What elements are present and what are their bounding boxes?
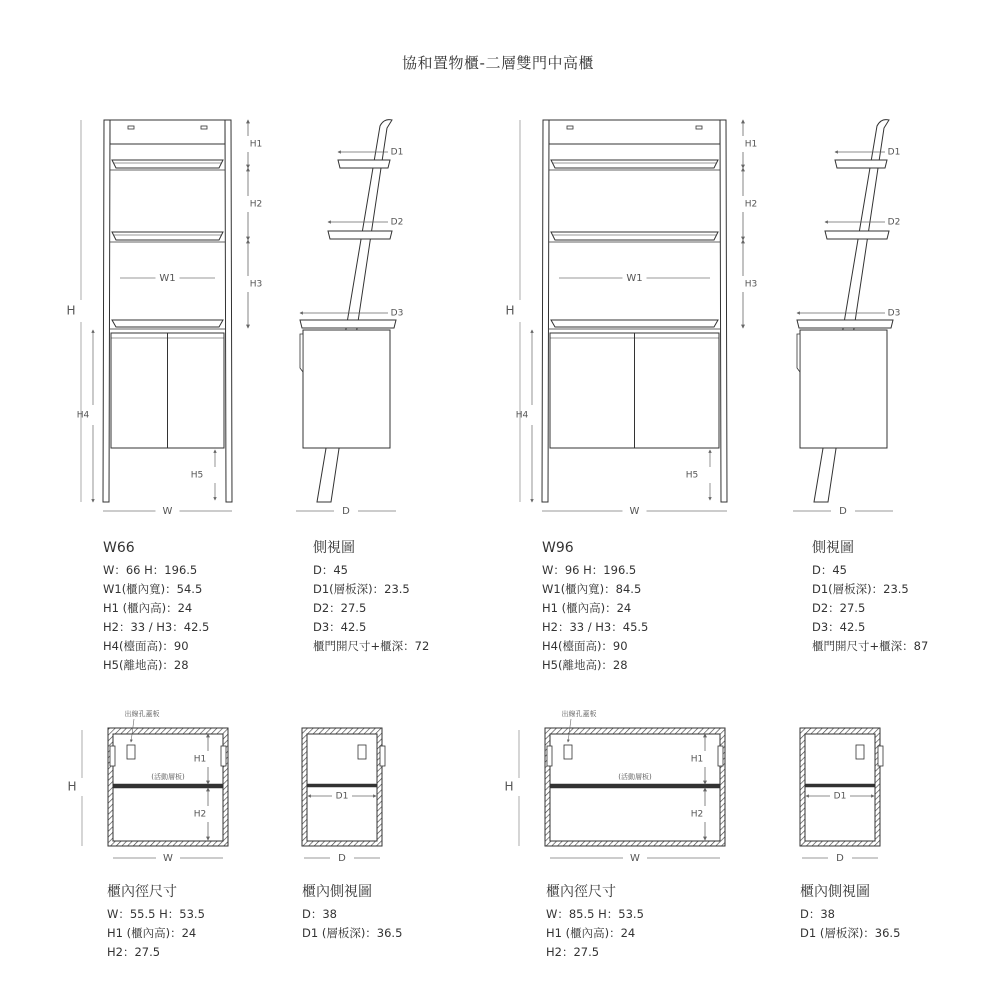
h4-dim-label: H4 <box>76 410 90 421</box>
w-dim-label: W <box>629 506 640 517</box>
door-edge <box>300 334 303 372</box>
front-specs-w96 <box>542 537 648 675</box>
page-title: 協和置物櫃-二層雙門中高櫃 <box>402 54 594 72</box>
spec-line: H1 (櫃內高)：24 <box>103 601 193 615</box>
spec-line: H1 (櫃內高)：24 <box>546 926 636 940</box>
w-dim-label: W <box>162 506 173 517</box>
cable-cover-label: 出線孔蓋板 <box>124 710 160 718</box>
spec-line: 櫃門開尺寸+櫃深：72 <box>313 639 430 653</box>
spec-line: H2：27.5 <box>107 945 161 959</box>
h1-dim-label: H1 <box>249 139 263 150</box>
inner-h2-dim-label: H2 <box>193 809 207 820</box>
left-side-panel <box>103 120 110 502</box>
spec-line: D1 (層板深)：36.5 <box>302 926 403 940</box>
hinge <box>110 746 115 766</box>
side-shelf-d2 <box>328 231 392 239</box>
spec-line: D：45 <box>313 563 348 577</box>
inner-h1-dim-label: H1 <box>690 754 704 765</box>
movable-shelf <box>113 784 223 788</box>
cable-cover-icon <box>358 745 366 759</box>
movable-shelf <box>550 784 720 788</box>
inner-d1-dim-label: D1 <box>335 791 349 802</box>
inner-side-specs-w66 <box>302 881 402 943</box>
spec-line: 櫃門開尺寸+櫃深：87 <box>812 639 929 653</box>
h5-dim-label: H5 <box>685 470 699 481</box>
hinge <box>380 746 385 766</box>
model-name: W96 <box>542 540 574 556</box>
spec-line: D：45 <box>812 563 847 577</box>
cable-hole <box>567 126 573 129</box>
spec-line: D2：27.5 <box>313 601 367 615</box>
inner-title: 櫃內徑尺寸 <box>546 884 616 900</box>
inner-side-title: 櫃內側視圖 <box>302 884 372 900</box>
inner-side-cavity <box>805 734 875 841</box>
side-shelf-d2 <box>825 231 889 239</box>
inner-specs-w66 <box>107 881 205 962</box>
inner-side-title: 櫃內側視圖 <box>800 884 870 900</box>
inner-d1-dim-label: D1 <box>833 791 847 802</box>
shelf <box>112 232 223 240</box>
h3-dim-label: H3 <box>744 279 758 290</box>
spec-line: W：96 H：196.5 <box>542 563 637 577</box>
spec-line: D2：27.5 <box>812 601 866 615</box>
h-dim-label: H <box>66 303 76 318</box>
w1-dim-label: W1 <box>626 273 643 284</box>
side-title: 側視圖 <box>313 540 355 556</box>
spec-line: D1 (層板深)：36.5 <box>800 926 901 940</box>
spec-line: D3：42.5 <box>812 620 866 634</box>
inner-h-dim-label: H <box>67 779 77 794</box>
cable-hole <box>128 126 134 129</box>
left-side-panel <box>542 120 549 502</box>
hinge <box>221 746 226 766</box>
spec-line: W1(櫃內寬)：84.5 <box>542 582 642 596</box>
spec-line: H2：33 / H3：45.5 <box>542 620 649 634</box>
spec-line: D1(層板深)：23.5 <box>812 582 909 596</box>
spec-line: H2：27.5 <box>546 945 600 959</box>
inner-title: 櫃內徑尺寸 <box>107 884 177 900</box>
side-specs-w66 <box>313 537 429 656</box>
inner-h1-dim-label: H1 <box>193 754 207 765</box>
inner-side-specs-w96 <box>800 881 900 943</box>
top-back-panel <box>110 120 225 144</box>
cable-cover-label: 出線孔蓋板 <box>561 710 597 718</box>
inner-h-dim-label: H <box>504 779 514 794</box>
h2-dim-label: H2 <box>744 199 758 210</box>
side-cabinet-box <box>303 330 390 448</box>
spec-line: D3：42.5 <box>313 620 367 634</box>
cable-cover-icon <box>127 745 135 759</box>
h2-dim-label: H2 <box>249 199 263 210</box>
counter-top <box>112 320 223 327</box>
counter-top <box>551 320 718 327</box>
inner-specs-w96 <box>546 881 644 962</box>
side-shelf-d1 <box>835 160 887 168</box>
inner-side-shelf <box>805 784 875 787</box>
h-dim-label: H <box>505 303 515 318</box>
side-shelf-d1 <box>338 160 390 168</box>
inner-d-dim-label: D <box>836 853 844 864</box>
side-title: 側視圖 <box>812 540 854 556</box>
side-specs-w96 <box>812 537 928 656</box>
cable-hole <box>201 126 207 129</box>
hinge <box>878 746 883 766</box>
d-dim-label: D <box>342 506 350 517</box>
side-counter-d3 <box>300 320 396 328</box>
h4-dim-label: H4 <box>515 410 529 421</box>
side-dim-d3-label: D3 <box>390 308 404 319</box>
cable-cover-icon <box>564 745 572 759</box>
spec-line: D：38 <box>800 907 835 921</box>
spec-line: D：38 <box>302 907 337 921</box>
side-dim-d1-label: D1 <box>887 147 901 158</box>
inner-w-dim-label: W <box>630 853 640 864</box>
h5-dim-label: H5 <box>190 470 204 481</box>
spec-line: W：66 H：196.5 <box>103 563 198 577</box>
right-side-panel <box>225 120 232 502</box>
model-name: W66 <box>103 540 135 556</box>
h1-dim-label: H1 <box>744 139 758 150</box>
side-cabinet-box <box>800 330 887 448</box>
inner-w-dim-label: W <box>163 853 173 864</box>
spec-line: W：85.5 H：53.5 <box>546 907 644 921</box>
side-counter-d3 <box>797 320 893 328</box>
spec-line: W1(櫃內寬)：54.5 <box>103 582 203 596</box>
shelf <box>112 160 223 168</box>
spec-line: H4(檯面高)：90 <box>103 639 189 653</box>
spec-line: H2：33 / H3：42.5 <box>103 620 210 634</box>
movable-shelf-label: (活動層板) <box>151 773 185 781</box>
inner-h2-dim-label: H2 <box>690 809 704 820</box>
spec-line: D1(層板深)：23.5 <box>313 582 410 596</box>
shelf <box>551 160 718 168</box>
hinge <box>718 746 723 766</box>
d-dim-label: D <box>839 506 847 517</box>
side-dim-d2-label: D2 <box>390 217 404 228</box>
inner-side-cavity <box>307 734 377 841</box>
top-back-panel <box>549 120 720 144</box>
door-edge <box>797 334 800 372</box>
cable-hole <box>696 126 702 129</box>
shelf <box>551 232 718 240</box>
h3-dim-label: H3 <box>249 279 263 290</box>
spec-line: H4(檯面高)：90 <box>542 639 628 653</box>
right-side-panel <box>720 120 727 502</box>
w1-dim-label: W1 <box>159 273 176 284</box>
cable-cover-icon <box>856 745 864 759</box>
spec-line: H1 (櫃內高)：24 <box>107 926 197 940</box>
inner-side-shelf <box>307 784 377 787</box>
movable-shelf-label: (活動層板) <box>618 773 652 781</box>
spec-line: H1 (櫃內高)：24 <box>542 601 632 615</box>
spec-line: W：55.5 H：53.5 <box>107 907 205 921</box>
front-specs-w66 <box>103 537 209 675</box>
side-dim-d2-label: D2 <box>887 217 901 228</box>
side-dim-d3-label: D3 <box>887 308 901 319</box>
spec-line: H5(離地高)：28 <box>542 658 628 672</box>
hinge <box>547 746 552 766</box>
spec-line: H5(離地高)：28 <box>103 658 189 672</box>
inner-d-dim-label: D <box>338 853 346 864</box>
side-dim-d1-label: D1 <box>390 147 404 158</box>
